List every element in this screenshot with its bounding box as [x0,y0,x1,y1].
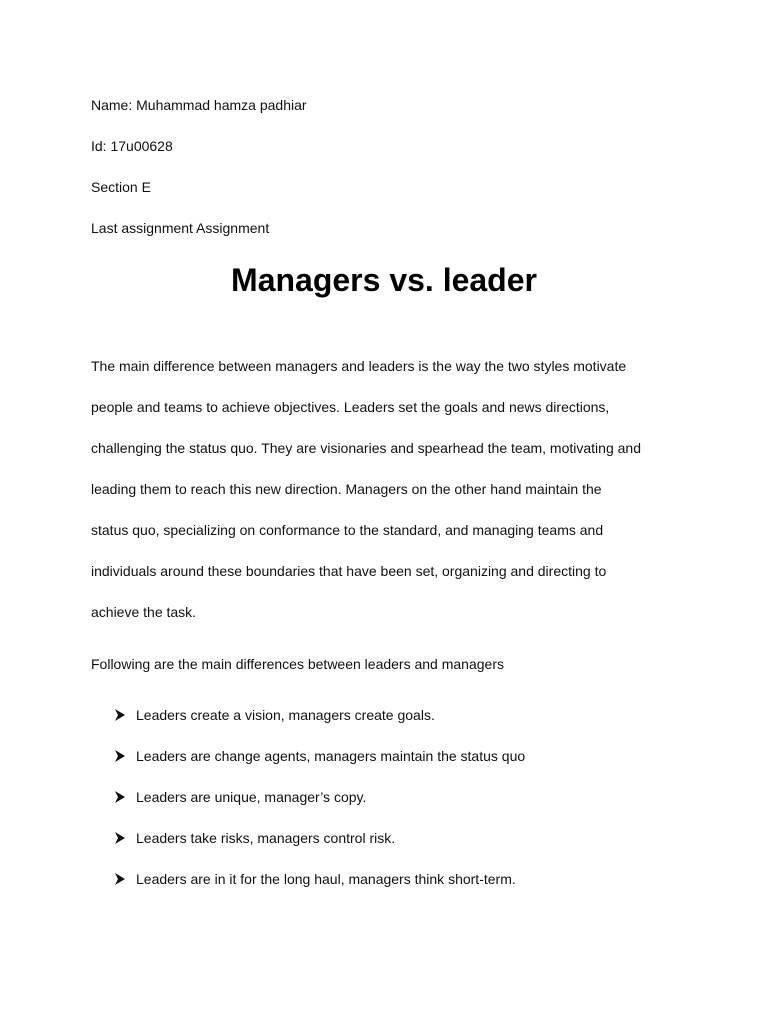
assignment-label: Last assignment Assignment [91,220,270,236]
arrowhead-bullet-icon [113,790,127,804]
arrowhead-bullet-icon [113,708,127,722]
paragraph-line: achieve the task. [91,604,197,620]
paragraph-line: status quo, specializing on conformance to the standard, and managing teams and [91,522,604,538]
paragraph-line: individuals around these boundaries that have been set, organizing and directing to [91,563,607,579]
list-item [0,869,768,910]
differences-list [0,705,768,910]
page-title: Managers vs. leader [231,262,537,298]
list-item-text: Leaders create a vision, managers create goals. [136,707,435,723]
arrowhead-bullet-icon [113,831,127,845]
list-item [0,828,768,869]
list-item-text: Leaders are change agents, managers maintain the status quo [136,748,526,764]
list-item-text: Leaders are unique, manager’s copy. [136,789,367,805]
list-item [0,746,768,787]
arrowhead-bullet-icon [113,749,127,763]
section-label: Section E [91,179,151,195]
student-id: Id: 17u00628 [91,138,173,154]
student-name: Name: Muhammad hamza padhiar [91,97,307,113]
body-paragraph [91,356,691,643]
list-intro: Following are the main differences between leaders and managers [91,656,504,672]
paragraph-line: people and teams to achieve objectives. Leaders set the goals and news directions, [91,399,610,415]
arrowhead-bullet-icon [113,872,127,886]
list-item-text: Leaders are in it for the long haul, managers think short-term. [136,871,516,887]
list-item [0,705,768,746]
paragraph-line: The main difference between managers and leaders is the way the two styles motivate [91,358,627,374]
list-item [0,787,768,828]
paragraph-line: leading them to reach this new direction. Managers on the other hand maintain the [91,481,602,497]
list-item-text: Leaders take risks, managers control risk. [136,830,396,846]
paragraph-line: challenging the status quo. They are visionaries and spearhead the team, motivating and [91,440,641,456]
